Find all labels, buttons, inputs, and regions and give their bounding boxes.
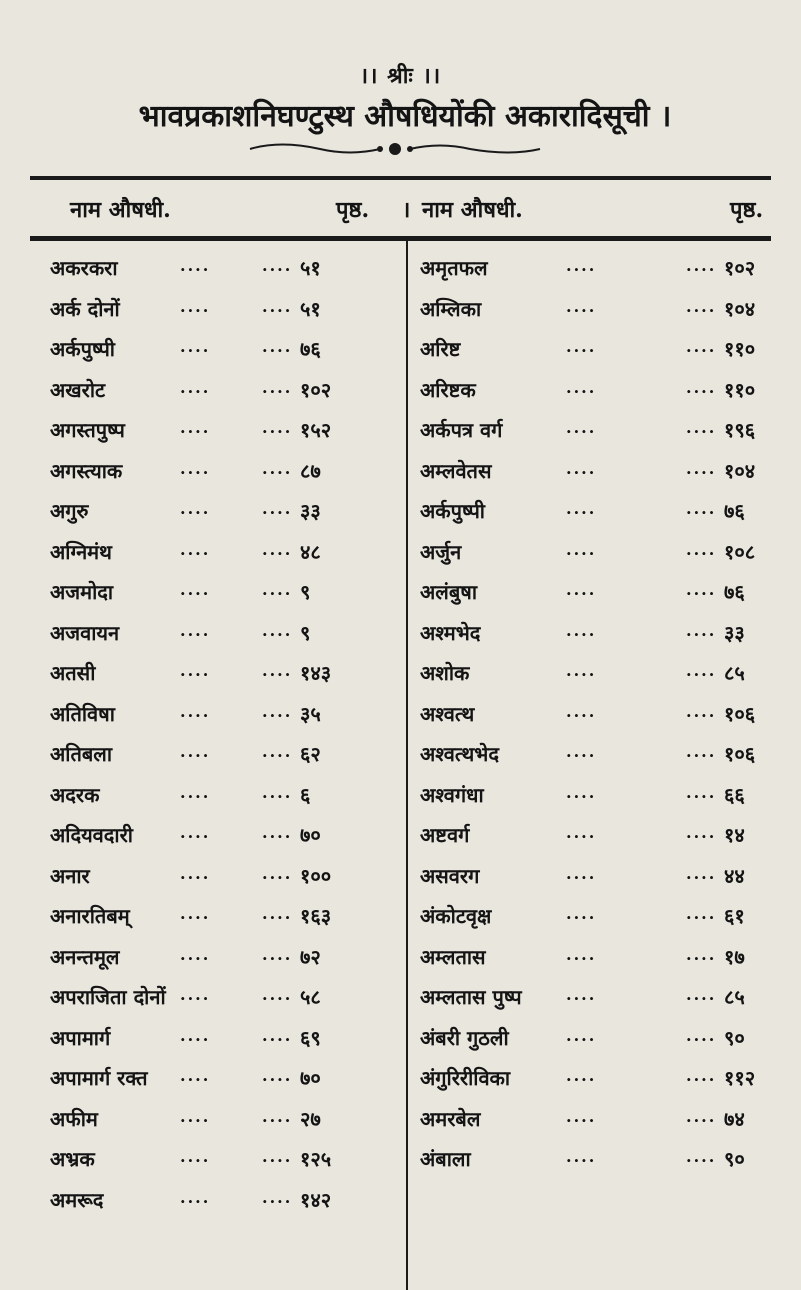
index-row [420, 694, 780, 735]
leader-dots: .... [686, 742, 717, 761]
leader-dots: .... [262, 863, 293, 883]
leader-dots: .... [566, 620, 597, 640]
herb-name: अम्लतास पुष्प [420, 985, 522, 1009]
page-number: ४४ [724, 863, 745, 888]
index-row [420, 734, 780, 775]
herb-name: अरिष्टक [420, 377, 476, 402]
index-row [50, 937, 402, 978]
leader-dots: .... [686, 701, 717, 721]
index-row [420, 815, 780, 856]
herb-name: अकरकरा [50, 256, 118, 280]
leader-dots: .... [686, 985, 717, 1004]
page-number: १६३ [300, 904, 332, 928]
herb-name: अशोक [420, 661, 470, 685]
herb-name: अम्लतास [420, 944, 486, 969]
herb-name: अनन्तमूल [50, 944, 120, 969]
leader-dots: .... [180, 499, 211, 518]
leader-dots: .... [180, 296, 211, 316]
index-row [50, 1099, 402, 1140]
leader-dots: .... [566, 256, 597, 275]
index-row [420, 937, 780, 978]
leader-dots: .... [686, 661, 717, 680]
herb-name: अंकोटवृक्ष [420, 904, 492, 928]
header-separator: । [402, 197, 411, 223]
leader-dots: .... [686, 296, 717, 316]
index-row [420, 613, 780, 654]
leader-dots: .... [686, 904, 717, 923]
leader-dots: .... [262, 782, 293, 802]
leader-dots: .... [262, 944, 293, 964]
leader-dots: .... [180, 256, 211, 275]
invocation-heading: ।। श्रीः ।। [359, 63, 442, 89]
page-number: १०० [300, 863, 332, 888]
leader-dots: .... [262, 539, 293, 559]
leader-dots: .... [686, 620, 717, 640]
leader-dots: .... [262, 458, 293, 478]
leader-dots: .... [180, 1025, 211, 1045]
page-number: ७२ [300, 944, 321, 969]
page-number: ६१ [724, 904, 745, 928]
herb-name: अपामार्ग [50, 1025, 111, 1050]
page-number: ६९ [300, 1025, 321, 1050]
herb-name: अनार [50, 863, 90, 888]
page-number: १४ [724, 823, 745, 847]
leader-dots: .... [180, 944, 211, 964]
index-row [420, 410, 780, 451]
index-row [420, 775, 780, 816]
herb-name: अदरक [50, 782, 100, 807]
leader-dots: .... [262, 580, 293, 599]
herb-name: अफीम [50, 1106, 98, 1131]
page-number: ७४ [724, 1106, 745, 1131]
leader-dots: .... [566, 296, 597, 316]
leader-dots: .... [566, 539, 597, 559]
page-number: ७० [300, 823, 321, 847]
leader-dots: .... [566, 1106, 597, 1126]
index-row [50, 815, 402, 856]
leader-dots: .... [566, 661, 597, 680]
page-number: ८५ [724, 985, 745, 1009]
leader-dots: .... [566, 904, 597, 923]
page-number: २७ [300, 1106, 321, 1131]
page-number: ४८ [300, 539, 321, 564]
herb-name: अदियवदारी [50, 823, 133, 847]
leader-dots: .... [262, 1066, 293, 1085]
page-number: १०६ [724, 701, 756, 726]
herb-name: अमृतफल [420, 256, 488, 280]
right-column [420, 248, 780, 1180]
herb-name: अलंबुषा [420, 580, 477, 604]
header-page-right: पृष्ठ. [730, 197, 764, 223]
leader-dots: .... [180, 418, 211, 437]
herb-name: अर्कपत्र वर्ग [420, 418, 503, 442]
herb-name: अखरोट [50, 377, 106, 402]
herb-name: अष्टवर्ग [420, 823, 470, 847]
index-row [420, 856, 780, 897]
leader-dots: .... [566, 701, 597, 721]
header-name-right: नाम औषधी. [422, 197, 523, 223]
index-row [420, 289, 780, 330]
herb-name: अतिविषा [50, 701, 115, 726]
leader-dots: .... [686, 418, 717, 437]
leader-dots: .... [262, 377, 293, 397]
index-row [420, 653, 780, 694]
page-number: ५१ [300, 256, 321, 280]
page-number: ११२ [724, 1066, 756, 1090]
herb-name: अरिष्ट [420, 337, 461, 361]
index-row [420, 1018, 780, 1059]
herb-name: अगस्त्याक [50, 458, 123, 483]
page-title: भावप्रकाशनिघण्टुस्थ औषधियोंकी अकारादिसूची । [138, 99, 672, 134]
herb-name: अपामार्ग रक्त [50, 1066, 148, 1090]
page-number: १९६ [724, 418, 756, 442]
page-number: ५८ [300, 985, 321, 1009]
page-number: ६२ [300, 742, 321, 766]
page-number: १०६ [724, 742, 756, 766]
index-row [50, 572, 402, 613]
leader-dots: .... [262, 256, 293, 275]
leader-dots: .... [180, 377, 211, 397]
page-number: ३३ [724, 620, 745, 645]
leader-dots: .... [180, 985, 211, 1004]
leader-dots: .... [180, 823, 211, 842]
leader-dots: .... [566, 1066, 597, 1085]
leader-dots: .... [180, 863, 211, 883]
leader-dots: .... [180, 701, 211, 721]
herb-name: अम्लिका [420, 296, 482, 321]
index-row [50, 451, 402, 492]
page-number: ९ [300, 620, 311, 645]
herb-name: अजवायन [50, 620, 120, 645]
leader-dots: .... [686, 458, 717, 478]
page-number: ७६ [724, 580, 745, 604]
index-row [50, 1180, 402, 1221]
index-row [50, 329, 402, 370]
leader-dots: .... [262, 1106, 293, 1126]
header-page-left: पृष्ठ. [336, 197, 370, 223]
herb-name: अश्वत्थभेद [420, 742, 499, 766]
page-number: ७६ [724, 499, 745, 523]
index-row [420, 572, 780, 613]
herb-name: अश्मभेद [420, 620, 481, 645]
index-row [50, 248, 402, 289]
herb-name: अंबरी गुठली [420, 1025, 509, 1050]
page-number: ७६ [300, 337, 321, 361]
leader-dots: .... [262, 620, 293, 640]
page-number: १४३ [300, 661, 332, 685]
herb-name: अंगुरिरीविका [420, 1066, 511, 1090]
leader-dots: .... [180, 782, 211, 802]
leader-dots: .... [180, 620, 211, 640]
leader-dots: .... [262, 418, 293, 437]
leader-dots: .... [180, 1147, 211, 1166]
leader-dots: .... [262, 337, 293, 356]
leader-dots: .... [262, 742, 293, 761]
leader-dots: .... [566, 1025, 597, 1045]
index-row [420, 248, 780, 289]
page-number: १५२ [300, 418, 332, 442]
leader-dots: .... [686, 1025, 717, 1045]
page-number: ९० [724, 1025, 745, 1050]
index-row [50, 613, 402, 654]
herb-name: अर्क दोनों [50, 296, 120, 321]
leader-dots: .... [566, 1147, 597, 1166]
index-row [420, 1058, 780, 1099]
leader-dots: .... [566, 863, 597, 883]
leader-dots: .... [566, 580, 597, 599]
page-number: ९ [300, 580, 311, 604]
herb-name: अगुरु [50, 499, 89, 523]
leader-dots: .... [686, 944, 717, 964]
index-row [50, 694, 402, 735]
index-row [50, 410, 402, 451]
herb-name: अंबाला [420, 1147, 471, 1171]
herb-name: अनारतिबम् [50, 904, 130, 928]
leader-dots: .... [566, 418, 597, 437]
index-row [50, 532, 402, 573]
page-number: ७० [300, 1066, 321, 1090]
leader-dots: .... [180, 1066, 211, 1085]
page-number: ९० [724, 1147, 745, 1171]
leader-dots: .... [180, 458, 211, 478]
leader-dots: .... [566, 823, 597, 842]
index-row [50, 653, 402, 694]
herb-name: अर्कपुष्पी [420, 499, 485, 523]
ornament-divider-icon [240, 140, 550, 158]
herb-name: अभ्रक [50, 1147, 95, 1171]
page-number: १४२ [300, 1187, 332, 1212]
leader-dots: .... [566, 337, 597, 356]
leader-dots: .... [566, 458, 597, 478]
index-row [50, 734, 402, 775]
index-row [50, 289, 402, 330]
leader-dots: .... [686, 1106, 717, 1126]
herb-name: अर्जुन [420, 539, 462, 564]
herb-name: असवरग [420, 863, 480, 888]
leader-dots: .... [180, 1106, 211, 1126]
leader-dots: .... [262, 296, 293, 316]
leader-dots: .... [262, 904, 293, 923]
index-row [50, 1139, 402, 1180]
leader-dots: .... [686, 1066, 717, 1085]
leader-dots: .... [566, 499, 597, 518]
page-number: ८७ [300, 458, 321, 483]
index-row [50, 896, 402, 937]
leader-dots: .... [180, 1187, 211, 1207]
page-number: १०२ [300, 377, 332, 402]
herb-name: अतसी [50, 661, 96, 685]
herb-name: अगस्तपुष्प [50, 418, 125, 442]
leader-dots: .... [180, 661, 211, 680]
leader-dots: .... [686, 1147, 717, 1166]
leader-dots: .... [566, 985, 597, 1004]
herb-name: अश्वगंधा [420, 782, 484, 807]
header-name-left: नाम औषधी. [70, 197, 171, 223]
herb-name: अम्लवेतस [420, 458, 492, 483]
herb-name: अतिबला [50, 742, 113, 766]
leader-dots: .... [566, 742, 597, 761]
index-row [420, 532, 780, 573]
leader-dots: .... [262, 1187, 293, 1207]
column-divider [406, 240, 408, 1290]
index-row [420, 1139, 780, 1180]
leader-dots: .... [686, 539, 717, 559]
header-rule [30, 236, 771, 241]
page-number: ३५ [300, 701, 321, 726]
page-number: ८५ [724, 661, 745, 685]
index-row [50, 491, 402, 532]
page-number: ११० [724, 337, 756, 361]
index-row [420, 451, 780, 492]
leader-dots: .... [180, 904, 211, 923]
page-number: १०४ [724, 458, 756, 483]
leader-dots: .... [262, 823, 293, 842]
index-row [420, 491, 780, 532]
leader-dots: .... [686, 782, 717, 802]
herb-name: अपराजिता दोनों [50, 985, 166, 1009]
herb-name: अश्वत्थ [420, 701, 475, 726]
leader-dots: .... [180, 337, 211, 356]
herb-name: अर्कपुष्पी [50, 337, 115, 361]
leader-dots: .... [262, 1025, 293, 1045]
table-header [40, 188, 771, 228]
index-row [420, 329, 780, 370]
top-rule [30, 176, 771, 180]
herb-name: अमरबेल [420, 1106, 481, 1131]
leader-dots: .... [686, 823, 717, 842]
page-number: ५१ [300, 296, 321, 321]
leader-dots: .... [262, 499, 293, 518]
left-column [50, 248, 402, 1220]
leader-dots: .... [566, 782, 597, 802]
leader-dots: .... [686, 499, 717, 518]
page-number: ६ [300, 782, 311, 807]
page-number: १०४ [724, 296, 756, 321]
leader-dots: .... [262, 1147, 293, 1166]
index-row [50, 1018, 402, 1059]
page-number: १७ [724, 944, 745, 969]
page-number: १२५ [300, 1147, 332, 1171]
leader-dots: .... [566, 944, 597, 964]
leader-dots: .... [262, 661, 293, 680]
index-row [50, 370, 402, 411]
leader-dots: .... [686, 580, 717, 599]
leader-dots: .... [180, 539, 211, 559]
page-number: ६६ [724, 782, 745, 807]
index-row [50, 775, 402, 816]
page-number: १०२ [724, 256, 756, 280]
index-row [420, 977, 780, 1018]
herb-name: अजमोदा [50, 580, 114, 604]
index-row [420, 1099, 780, 1140]
leader-dots: .... [686, 377, 717, 397]
leader-dots: .... [686, 337, 717, 356]
leader-dots: .... [686, 256, 717, 275]
page-number: ३३ [300, 499, 321, 523]
index-row [50, 977, 402, 1018]
leader-dots: .... [180, 742, 211, 761]
leader-dots: .... [686, 863, 717, 883]
leader-dots: .... [262, 985, 293, 1004]
page-number: १०८ [724, 539, 756, 564]
herb-name: अमरूद [50, 1187, 104, 1212]
index-row [50, 856, 402, 897]
leader-dots: .... [262, 701, 293, 721]
index-row [50, 1058, 402, 1099]
index-row [420, 370, 780, 411]
leader-dots: .... [566, 377, 597, 397]
herb-name: अग्निमंथ [50, 539, 112, 564]
index-row [420, 896, 780, 937]
leader-dots: .... [180, 580, 211, 599]
page-number: ११० [724, 377, 756, 402]
